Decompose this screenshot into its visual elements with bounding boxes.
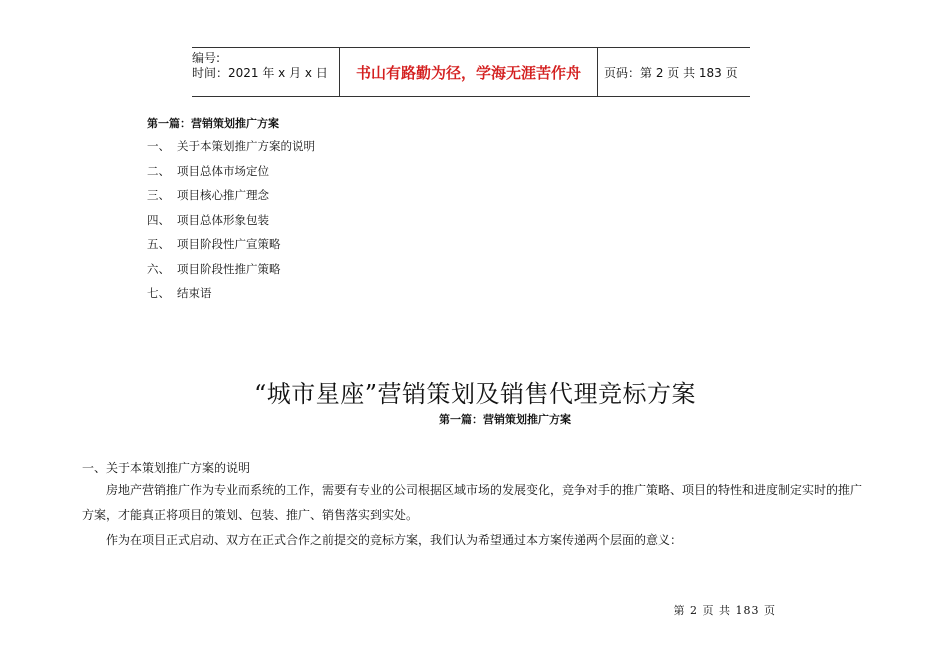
header-page-info: 页码：第 2 页 共 183 页 — [604, 65, 738, 80]
document-subtitle: 第一篇：营销策划推广方案 — [439, 413, 571, 426]
header-meta — [192, 48, 339, 96]
toc-item-text: 项目阶段性推广策略 — [177, 261, 281, 276]
table-of-contents — [147, 139, 315, 311]
toc-item-number: 二、 — [147, 163, 170, 178]
document-title: “城市星座”营销策划及销售代理竞标方案 — [253, 380, 697, 408]
page-header — [192, 47, 750, 97]
toc-item-number: 四、 — [147, 212, 170, 227]
toc-item-number: 七、 — [147, 286, 170, 300]
header-motto: 书山有路勤为径，学海无涯苦作舟 — [339, 48, 598, 96]
document-number-label: 编号: — [192, 51, 221, 65]
toc-item-text: 项目总体市场定位 — [177, 163, 269, 178]
toc-item — [147, 164, 315, 189]
toc-item — [147, 286, 315, 311]
toc-item-text: 项目阶段性广宣策略 — [177, 237, 281, 251]
toc-item — [147, 237, 315, 262]
toc-item — [147, 213, 315, 238]
toc-item-number: 五、 — [147, 237, 170, 251]
body-paragraph-2: 作为在项目正式启动、双方在正式合作之前提交的竞标方案，我们认为希望通过本方案传递两个层面的意义： — [106, 533, 683, 547]
toc-title: 第一篇：营销策划推广方案 — [147, 117, 279, 130]
toc-item-number: 一、 — [147, 139, 170, 153]
toc-item-text: 关于本策划推广方案的说明 — [177, 139, 315, 153]
toc-item-number: 三、 — [147, 188, 170, 202]
document-time-label: 时间：2021 年 x 月 x 日 — [192, 66, 328, 80]
section-heading: 一、关于本策划推广方案的说明 — [82, 461, 251, 475]
toc-item-text: 项目总体形象包装 — [177, 212, 269, 227]
toc-item-text: 结束语 — [177, 286, 212, 300]
page-footer-number: 第 2 页 共 183 页 — [673, 604, 776, 617]
toc-item — [147, 139, 315, 164]
toc-item — [147, 188, 315, 213]
body-paragraph-1: 房地产营销推广作为专业而系统的工作，需要有专业的公司根据区域市场的发展变化，竞争对手的推广策略、项目的特性和进度制定实时的推广方案，才能真正将项目的策划、包装、推广、销售落实到实处。 — [82, 483, 863, 522]
toc-item — [147, 262, 315, 287]
toc-item-text: 项目核心推广理念 — [177, 188, 269, 202]
toc-item-number: 六、 — [147, 261, 170, 276]
